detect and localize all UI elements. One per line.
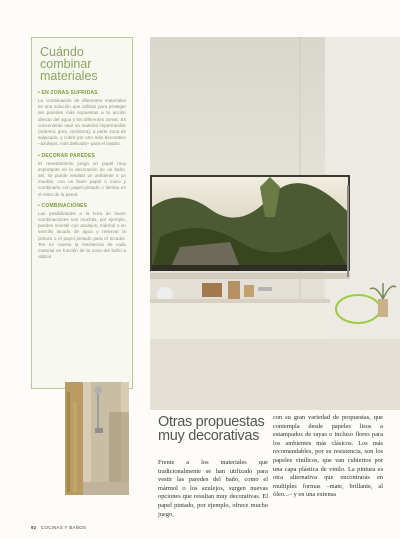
page-number: 92 xyxy=(31,525,37,530)
sidebar-section-text: Las posibilidades a la hora de hacer combinaciones son muchas, por ejemplo, puedes revestir con azulejos, mármol o un sencillo lacado de agua y reservar la pintura o el papel pintado para el tocador. Ten en cuenta la resistencia de cada material en función de la zona del baño a utilizar. xyxy=(38,210,126,260)
shower-photo xyxy=(65,382,129,495)
publication-name: COCINAS Y BAÑOS xyxy=(41,525,87,530)
sidebar-section-heading: • COMBINACIONES xyxy=(38,202,88,209)
page-footer xyxy=(31,525,86,530)
article-title: Otras propuestas muy decorativas xyxy=(158,414,265,444)
sidebar-section-heading: • EN ZONAS SUFRIDAS xyxy=(38,90,98,96)
sidebar-section-text: El revestimiento juega un papel muy importante en la decoración de un baño, así, se puede resaltar un ambiente o un mueble, con un buen papel o muro y combinarlo con papel pintado o lámina en el resto de la pared. xyxy=(38,160,126,197)
sidebar-section xyxy=(38,90,126,148)
sidebar-box xyxy=(31,37,133,389)
article-column-2: con su gran variedad de propuestas, que contempla desde papeles lisos a estampados de rayas o incluso flores para los ambientes más clásicos. Los más recomendables, por su resistencia, son los papeles vinílicos, que van cubiertos por una capa plástica de vinilo. La pintura es otra alternativa que encontrarás en multiples formas –mate, brillante, al óleo...– y en una extensa xyxy=(273,414,383,499)
sidebar-section-heading: • DECORAR PAREDES xyxy=(38,152,96,159)
bathroom-photo xyxy=(150,37,400,410)
article-column-1: Frente a los materiales que tradicionalmente se han utilizado para vestir las paredes del baño, como el mármol o los azulejos, surgen nuevas opciones que resultan muy decorativas. El papel pintado, por ejemplo, ofrece mucho juego, xyxy=(158,459,268,518)
sidebar-section xyxy=(38,203,126,261)
sidebar-section xyxy=(38,153,126,198)
sidebar-title: Cuándo combinar materiales xyxy=(40,45,98,83)
sidebar-section-text: La combinación de diferentes materiales es una solución que utilizan para proteger las paredes más expuestas a la acción directa del agua y los diferentes zonas. Es conveniente usar un material impermeable (mármol, gres, cerámica), a parte zona de salpicado, y cubrir por otro más decorativo –azulejos, más delicado– para el lavabo. xyxy=(38,98,126,147)
